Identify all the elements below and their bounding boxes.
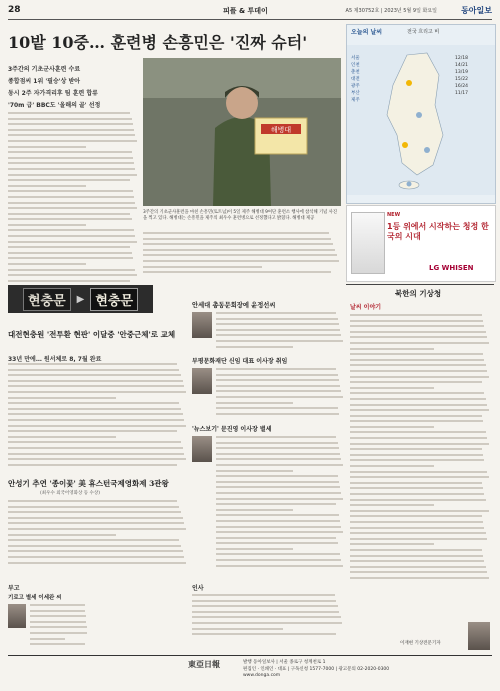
text-line [350,426,434,428]
text-line [8,441,181,443]
author-photo [468,622,490,650]
footer-line[interactable]: www.donga.com [243,673,281,678]
text-line [8,425,186,427]
text-line [350,510,489,512]
text-line [350,404,487,406]
text-line [8,274,137,276]
text-line [350,348,434,350]
text-line [350,515,482,517]
column-author: 이재현 기상전문기자 [400,641,441,646]
text-line [350,476,489,478]
text-line [8,129,134,131]
text-line [8,224,86,226]
text-line [192,594,335,596]
lead-subheads [8,64,138,109]
page-footer [8,655,492,686]
weather-city: 춘천 [351,70,360,75]
text-line [8,369,179,371]
text-line [8,500,177,502]
weather-temp: 15/22 [455,77,468,82]
text-line [8,123,133,125]
text-line [350,521,483,523]
text-line [350,336,487,338]
weather-city: 광주 [351,84,360,89]
personnel-title: 인사 [192,585,204,592]
text-line [8,118,132,120]
text-line [8,374,181,376]
text-line [216,385,340,387]
text-line [143,260,339,262]
text-line [350,487,483,489]
text-line [8,151,132,153]
text-line [216,368,336,370]
text-line [30,621,86,623]
text-line [8,447,183,449]
text-line [8,380,183,382]
person-photo-1 [192,312,212,338]
text-line [8,528,186,530]
weather-temp: 14/21 [455,63,468,68]
text-line [216,537,336,539]
advertisement[interactable] [346,205,496,282]
gojeon-headline: 안성기 추연 '종이꽃' 美 휴스턴국제영화제 3관왕 [8,479,169,488]
weather-city: 제주 [351,98,360,103]
text-line [8,134,135,136]
text-line [216,329,340,331]
text-line [143,266,262,268]
column-body-text [350,314,490,614]
text-line [350,387,434,389]
section-title: 피플 & 투데이 [223,7,268,15]
text-line [30,626,87,628]
text-line [216,526,341,528]
text-line [192,605,338,607]
text-line [350,437,487,439]
text-line [216,379,339,381]
page-header [8,5,492,20]
lead-photo [143,58,341,206]
obit-title: 부고 [8,585,20,592]
text-line [216,486,340,488]
text-line [8,229,134,231]
text-line [216,396,343,398]
text-line [8,213,130,215]
text-line [350,415,482,417]
column-divider [346,284,494,285]
text-line [8,241,137,243]
text-line [216,514,339,516]
text-line [216,442,338,444]
text-line [350,359,484,361]
text-line [216,531,343,533]
lead-headline: 10밭 10중… 훈련병 손흥민은 '진짜 슈터' [8,33,308,52]
weather-forecast-label: 전국 흐리고 비 [407,29,440,35]
text-line [350,331,486,333]
text-line [350,431,486,433]
text-line [8,179,130,181]
text-line [216,503,336,505]
middle-body-text-1 [216,312,344,352]
text-line [216,334,341,336]
text-line [216,453,340,455]
column-section-title: 북한의 기상청 [395,289,442,298]
svg-text:해병대: 해병대 [270,126,292,134]
obit-subtitle: 기로고 별세 이세완 씨 [8,595,62,601]
weather-temp: 12/18 [455,56,468,61]
text-line [350,571,487,573]
weather-temp: 11/17 [455,91,468,96]
issue-date: A5 제30752호 | 2023년 5월 9일 화요일 [345,8,437,14]
text-line [30,615,86,617]
text-line [8,112,130,114]
text-line [350,499,486,501]
ad-headline: 1등 위에서 시작하는 청정 한국의 시대 [387,222,489,241]
text-line [216,458,341,460]
text-line [8,146,86,148]
text-line [350,392,484,394]
person-photo-2 [192,368,212,394]
text-line [192,633,336,635]
text-line [8,385,184,387]
text-line [216,559,341,561]
ad-product-image [351,212,385,274]
text-line [350,465,434,467]
text-line [216,374,338,376]
weather-city: 부산 [351,91,360,96]
text-line [8,413,183,415]
text-line [350,493,484,495]
lead-body-text-2 [143,232,341,278]
text-line [8,550,183,552]
text-line [8,539,179,541]
lead-photo-caption: 3주간의 기초군사훈련을 마친 손흥민(토트넘)이 5일 제주 해병대 9여단 훈련소 행사에 참석해 기념 사진을 찍고 있다. 해병대는 손흥민을 제주의 최우수 훈련병으로 선정했다고 밝혔다. 해병대 제공 [143,210,337,221]
text-line [216,346,293,348]
weather-title: 오늘의 날씨 [351,29,383,36]
arrow-right-icon: ▶ [76,293,85,305]
footer-line: 편집인 · 인쇄인 · 대표 | 구독신청 1577-7000 | 광고문의 02-2020-0300 [243,667,390,672]
text-line [8,246,130,248]
text-line [8,562,186,564]
text-line [216,492,341,494]
text-line [350,398,486,400]
text-line [8,157,133,159]
text-line [350,504,434,506]
text-line [350,320,483,322]
person-photo-3 [192,436,212,462]
text-line [216,318,338,320]
text-line [350,566,486,568]
text-line [216,475,338,477]
banner-new-sign: 현충문 [90,288,138,311]
text-line [8,545,181,547]
text-line [192,622,342,624]
middle-body-text-2 [216,368,344,418]
text-line [8,363,177,365]
text-line [8,464,177,466]
middle-headline-2: '뉴스보기' 문진영 이사장 별세 [192,426,272,433]
text-line [30,610,85,612]
text-line [192,616,341,618]
text-line [350,543,434,545]
text-line [216,498,343,500]
text-line [216,509,293,511]
text-line [8,408,181,410]
middle-body-text-3 [216,436,344,576]
text-line [216,407,338,409]
footer-line: 발행 동아일보사 | 서울 종로구 청계천로 1 [243,660,326,665]
middle-headline-3: 부평문화재단 신임 대표 이사장 취임 [192,358,288,365]
weather-city: 인천 [351,63,360,68]
text-line [30,632,87,634]
text-line [8,280,130,282]
text-line [216,548,293,550]
banner-old-sign: 현충문 [23,288,71,311]
weather-temp: 16/24 [455,84,468,89]
text-line [216,413,339,415]
personnel-body-text [192,594,344,652]
text-line [216,312,336,314]
text-line [8,185,86,187]
weather-cities [351,55,391,104]
text-line [8,430,177,432]
text-line [350,471,487,473]
text-line [350,527,484,529]
text-line [350,577,489,579]
weather-temps [455,55,491,97]
text-line [8,453,184,455]
weather-city: 서울 [351,56,360,61]
text-line [8,207,137,209]
text-line [216,447,339,449]
text-line [8,196,134,198]
subhead: 3주간의 기초군사훈련 수료 [8,66,81,73]
text-line [30,638,65,640]
text-line [216,390,341,392]
text-line [8,436,116,438]
text-line [216,436,336,438]
text-line [216,520,340,522]
text-line [216,464,343,466]
text-line [30,643,85,645]
text-line [350,459,484,461]
text-line [192,611,339,613]
text-line [350,381,482,383]
obit-body-text [30,604,88,652]
text-line [350,454,483,456]
text-line [8,522,184,524]
gojeon-body-text [8,500,188,575]
hyunchung-body-text [8,363,188,469]
hyunchung-headline: 대전현충원 '전투환 현판' 이달중 '안중근체'로 교체 [8,330,176,339]
text-line [350,443,489,445]
text-line [8,402,179,404]
text-line [216,553,340,555]
text-line [8,269,135,271]
text-line [350,560,484,562]
text-line [8,218,132,220]
text-line [216,565,343,567]
text-line [350,549,482,551]
text-line [216,340,343,342]
hyunchung-lead: 33년 만에… 원서체로 8, 7월 완료 [8,356,102,363]
text-line [8,511,181,513]
subhead: 동시 2주 자가격리후 팀 훈련 합류 [8,90,98,97]
ad-brand: LG WHISEN [429,264,474,272]
text-line [143,249,335,251]
text-line [8,534,116,536]
text-line [350,482,482,484]
text-line [8,391,186,393]
text-line [143,232,329,234]
masthead-logo: 동아일보 [461,6,492,15]
text-line [350,325,484,327]
text-line [8,174,137,176]
text-line [350,555,483,557]
text-line [216,542,338,544]
text-line [143,238,331,240]
text-line [8,252,132,254]
text-line [350,538,487,540]
text-line [350,314,482,316]
text-line [8,419,184,421]
text-line [8,458,186,460]
text-line [350,376,489,378]
obit-portrait [8,604,26,628]
footer-logo: 東亞日報 [188,659,220,669]
text-line [8,190,133,192]
text-line [216,323,339,325]
text-line [8,235,135,237]
text-line [143,243,333,245]
soldier-photo [143,58,341,206]
text-line [350,448,482,450]
text-line [350,370,487,372]
text-line [8,257,133,259]
gate-banner [8,285,153,313]
text-line [350,532,486,534]
subhead: 종합점씨 1위 '필승'상 받아 [8,78,81,85]
text-line [8,397,116,399]
text-line [216,470,293,472]
text-line [350,420,483,422]
text-line [192,600,336,602]
subhead: '70m 급' BBC도 '올해의 골' 선정 [8,102,101,109]
text-line [8,556,184,558]
text-line [350,353,483,355]
text-line [216,481,339,483]
text-line [30,604,85,606]
text-line [8,263,86,265]
text-line [143,271,331,273]
gojeon-lead: (최우수 외국어영화상 등 수상) [40,491,100,496]
page-number: 28 [8,5,21,15]
text-line [192,628,283,630]
ad-tag: NEW [387,212,401,218]
column-subtitle: 날씨 이야기 [350,304,382,311]
text-line [8,168,135,170]
weather-temp: 13/19 [455,70,468,75]
middle-headline-1: 안세대 총동문회장에 윤정선씨 [192,302,276,309]
weather-city: 대전 [351,77,360,82]
text-line [8,517,183,519]
text-line [350,409,489,411]
text-line [216,402,293,404]
text-line [350,342,489,344]
text-line [8,202,135,204]
text-line [8,506,179,508]
lead-body-text [8,112,138,282]
text-line [8,162,134,164]
weather-panel [346,24,496,204]
text-line [350,364,486,366]
text-line [143,254,337,256]
text-line [8,140,137,142]
